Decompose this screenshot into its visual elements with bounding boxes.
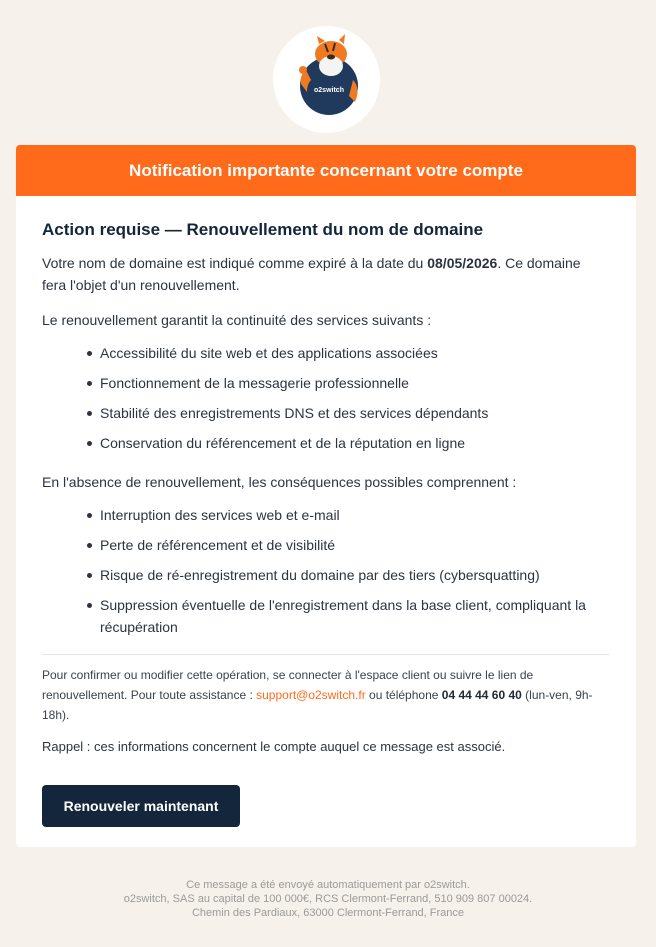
renew-now-button[interactable]: Renouveler maintenant xyxy=(42,785,240,827)
bullet-icon xyxy=(87,411,92,416)
intro-text-before: Votre nom de domaine est indiqué comme expiré à la date du xyxy=(42,255,428,271)
support-hours: (lun-ven, 9h-18h). xyxy=(42,688,593,722)
list-item-text: Accessibilité du site web et des applications associées xyxy=(100,345,438,361)
o2switch-tiger-mascot-logo xyxy=(273,26,380,133)
notification-card xyxy=(16,145,636,847)
footer-line: o2switch, SAS au capital de 100 000€, RCS Clermont-Ferrand, 510 909 807 00024. xyxy=(123,893,533,905)
list-item xyxy=(42,342,612,364)
bullet-icon xyxy=(87,381,92,386)
list-item xyxy=(42,534,612,556)
list-item-text: Risque de ré-enregistrement du domaine par des tiers (cybersquatting) xyxy=(100,567,540,583)
intro-text-after: . Ce domaine fera l'objet d'un renouvellement. xyxy=(42,255,581,293)
banner-title: Notification importante concernant votre compte xyxy=(16,145,636,196)
divider xyxy=(42,654,610,655)
footer xyxy=(0,878,656,920)
bullet-icon xyxy=(87,351,92,356)
support-email-link[interactable]: support@o2switch.fr xyxy=(256,688,366,702)
list-item-text: Conservation du référencement et de la réputation en ligne xyxy=(100,435,466,451)
services-intro: Le renouvellement garantit la continuité des services suivants : xyxy=(42,312,432,328)
services-list xyxy=(42,342,612,462)
support-paragraph xyxy=(42,665,602,725)
support-text-middle: ou téléphone xyxy=(365,688,442,702)
list-item xyxy=(42,372,612,394)
list-item-text: Stabilité des enregistrements DNS et des services dépendants xyxy=(100,405,489,421)
expiry-date: 08/05/2026 xyxy=(427,255,498,271)
list-item xyxy=(42,432,612,454)
list-item xyxy=(42,594,612,638)
support-text-before: Pour confirmer ou modifier cette opération, se connecter à l'espace client ou suivre le lien de renouvellement. Pour toute assistance : xyxy=(42,668,534,702)
list-item xyxy=(42,402,612,424)
list-item xyxy=(42,564,612,586)
footer-line: Ce message a été envoyé automatiquement par o2switch. xyxy=(186,879,470,891)
consequences-list xyxy=(42,504,612,646)
list-item-text: Perte de référencement et de visibilité xyxy=(100,537,336,553)
list-item-text: Fonctionnement de la messagerie professionnelle xyxy=(100,375,409,391)
footer-line: Chemin des Pardiaux, 63000 Clermont-Ferrand, France xyxy=(191,907,465,919)
bullet-icon xyxy=(87,603,92,608)
bullet-icon xyxy=(87,513,92,518)
logo-shirt-text: o2switch xyxy=(314,87,344,94)
bullet-icon xyxy=(87,441,92,446)
bullet-icon xyxy=(87,543,92,548)
consequences-intro: En l'absence de renouvellement, les conséquences possibles comprennent : xyxy=(42,474,517,490)
list-item-text: Interruption des services web et e-mail xyxy=(100,507,340,523)
support-phone: 04 44 44 60 40 xyxy=(441,688,522,702)
intro-paragraph xyxy=(42,252,602,296)
section-heading: Action requise — Renouvellement du nom de domaine xyxy=(42,220,484,239)
list-item-text: Suppression éventuelle de l'enregistrement dans la base client, compliquant la récupération xyxy=(100,597,586,635)
list-item xyxy=(42,504,612,526)
bullet-icon xyxy=(87,573,92,578)
reminder-text: Rappel : ces informations concernent le compte auquel ce message est associé. xyxy=(42,739,506,754)
logo xyxy=(273,26,380,133)
